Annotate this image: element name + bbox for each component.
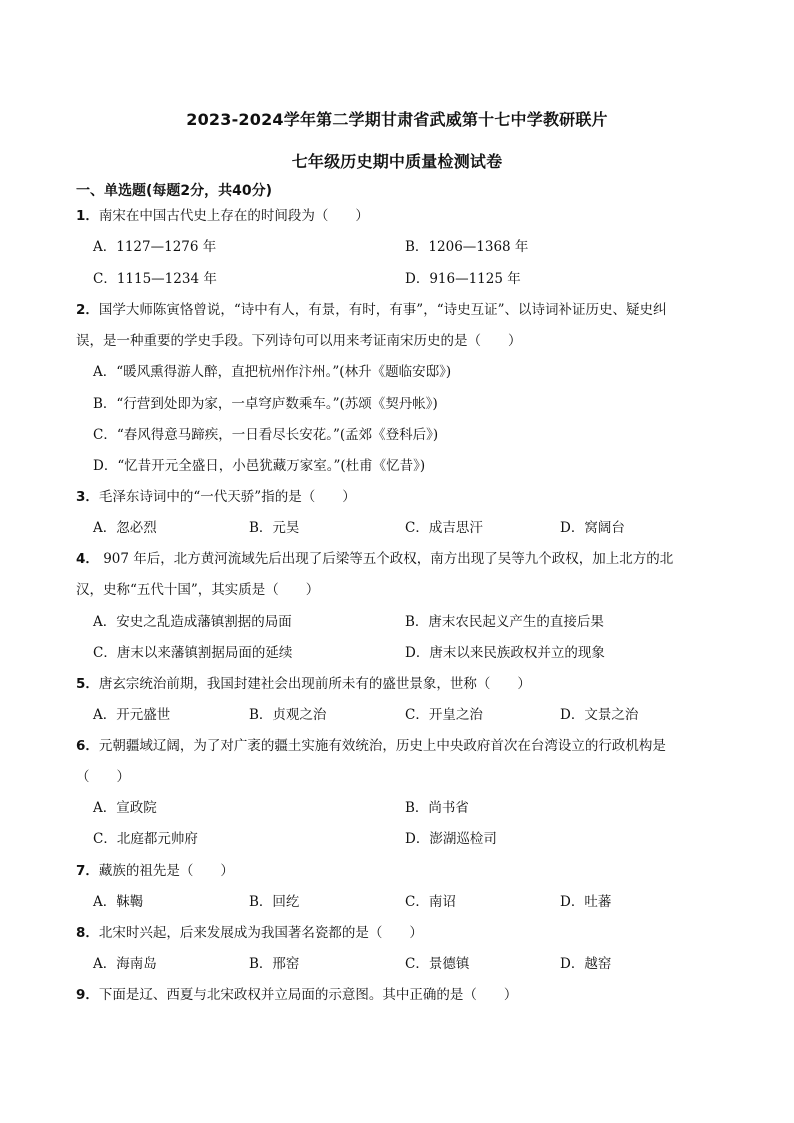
question-7: [76, 861, 726, 881]
option-c: C．成吉思汗: [405, 520, 483, 536]
option-b: B．唐末农民起义产生的直接后果: [405, 614, 604, 630]
question-number: 1．: [76, 208, 99, 224]
question-1: [76, 206, 726, 226]
question-stem: 南宋在中国古代史上存在的时间段为（ ）: [98, 208, 369, 224]
option-d: D．“忆昔开元全盛日，小邑犹藏万家室。”(杜甫《忆昔》): [93, 458, 426, 474]
question-number: 2．: [76, 302, 99, 318]
option-a: A．1127—1276 年: [93, 239, 217, 255]
option-d: D．澎湖巡检司: [405, 831, 497, 847]
question-stem: 毛泽东诗词中的“一代天骄”指的是（ ）: [98, 489, 356, 505]
option-b: B．回纥: [249, 894, 300, 910]
option-d: D．文景之治: [560, 707, 639, 723]
option-b: B．贞观之治: [249, 707, 327, 723]
question-stem-line1: 元朝疆域辽阔，为了对广袤的疆土实施有效统治，历史上中央政府首次在台湾设立的行政机构是: [98, 738, 666, 754]
option-a: A．海南岛: [93, 956, 157, 972]
option-c: C．唐末以来藩镇割据局面的延续: [93, 645, 293, 661]
option-c: C．景德镇: [405, 956, 470, 972]
exam-title-line2: 七年级历史期中质量检测试卷: [291, 152, 503, 171]
option-c: C．南诏: [405, 894, 456, 910]
question-8: [76, 923, 726, 943]
question-stem-line2: 误，是一种重要的学史手段。下列诗句可以用来考证南宋历史的是（ ）: [76, 333, 522, 349]
question-stem: 下面是辽、西夏与北宋政权并立局面的示意图。其中正确的是（ ）: [98, 987, 518, 1003]
option-a: A．安史之乱造成藩镇割据的局面: [93, 614, 292, 630]
question-stem-line1: 907 年后，北方黄河流域先后出现了后梁等五个政权，南方出现了吴等九个政权，加上北方的北: [98, 551, 674, 567]
question-5: [76, 674, 726, 694]
question-6: [76, 736, 726, 756]
option-d: D．916—1125 年: [405, 271, 521, 287]
option-a: A．靺鞨: [93, 894, 144, 910]
option-b: B．1206—1368 年: [405, 239, 529, 255]
question-number: 8．: [76, 925, 99, 941]
question-stem: 藏族的祖先是（ ）: [98, 863, 234, 879]
question-number: 7．: [76, 863, 99, 879]
option-b: B．元昊: [249, 520, 300, 536]
option-c: C．开皇之治: [405, 707, 483, 723]
question-3: [76, 487, 726, 507]
question-number: 4．: [76, 551, 99, 567]
option-b: B．“行营到处即为家，一卓穹庐数乘车。”(苏颂《契丹帐》): [93, 396, 438, 412]
question-stem-line2: 汉，史称“五代十国”，其实质是（ ）: [76, 582, 320, 598]
question-stem: 北宋时兴起，后来发展成为我国著名瓷都的是（ ）: [98, 925, 423, 941]
option-c: C．“春风得意马蹄疾，一日看尽长安花。”(孟郊《登科后》): [93, 427, 439, 443]
question-stem: 唐玄宗统治前期，我国封建社会出现前所未有的盛世景象，世称（ ）: [98, 676, 531, 692]
question-4: [76, 549, 726, 569]
exam-title-line1: 2023-2024学年第二学期甘肃省武威第十七中学教研联片: [186, 110, 608, 129]
question-number: 3．: [76, 489, 99, 505]
option-d: D．窝阔台: [560, 520, 625, 536]
option-b: B．邢窑: [249, 956, 300, 972]
question-stem-line1: 国学大师陈寅恪曾说，“诗中有人，有景，有时，有事”，“诗史互证”、以诗词补证历史、疑史纠: [98, 302, 667, 318]
option-a: A．“暖风熏得游人醉，直把杭州作汴州。”(林升《题临安邸》): [93, 364, 452, 380]
question-9: [76, 985, 726, 1005]
option-d: D．唐末以来民族政权并立的现象: [405, 645, 605, 661]
option-d: D．越窑: [560, 956, 612, 972]
question-number: 5．: [76, 676, 99, 692]
question-2: [76, 300, 726, 320]
option-b: B．尚书省: [405, 800, 469, 816]
option-c: C．1115—1234 年: [93, 271, 217, 287]
option-a: A．忽必烈: [93, 520, 157, 536]
section-heading: 一、单选题(每题2分，共40分): [76, 183, 273, 199]
question-number: 9．: [76, 987, 99, 1003]
option-a: A．宣政院: [93, 800, 157, 816]
question-stem-line2: （ ）: [76, 769, 130, 785]
question-number: 6．: [76, 738, 99, 754]
option-d: D．吐蕃: [560, 894, 612, 910]
option-c: C．北庭都元帅府: [93, 831, 198, 847]
option-a: A．开元盛世: [93, 707, 171, 723]
